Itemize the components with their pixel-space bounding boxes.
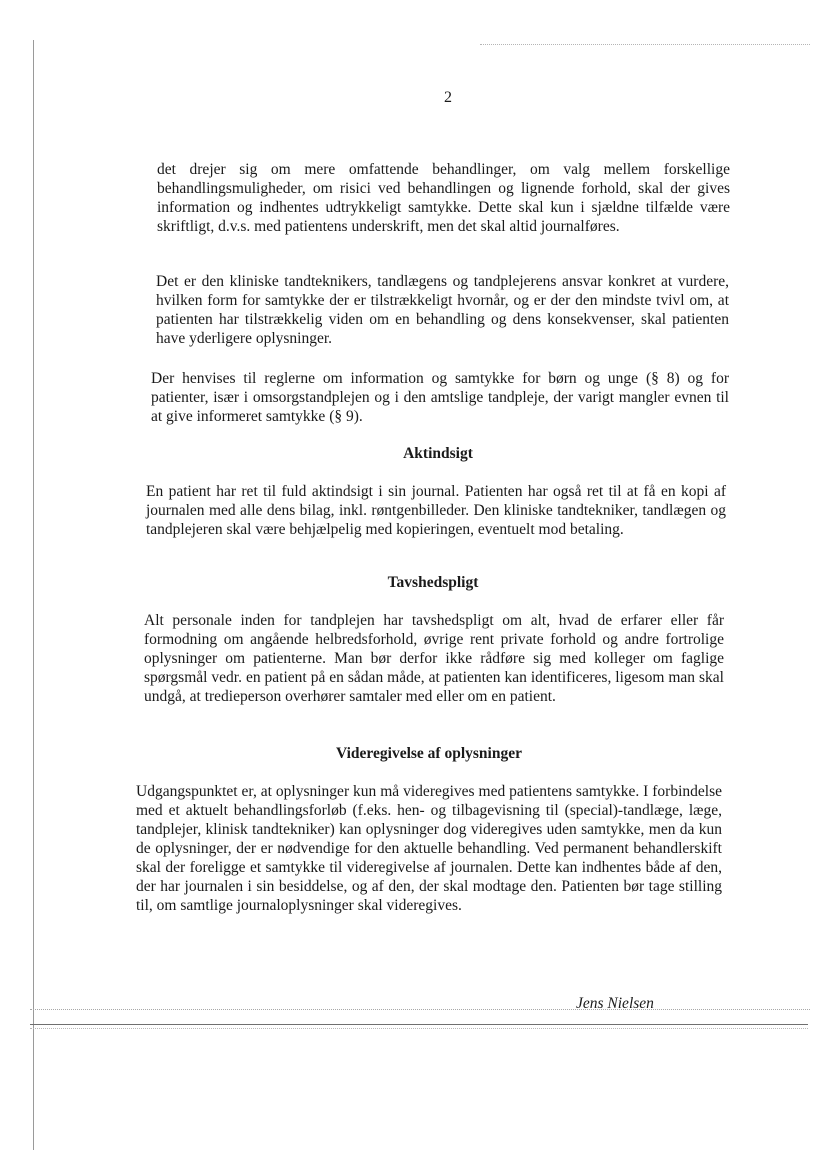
heading-tavshedspligt: Tavshedspligt xyxy=(387,574,479,591)
page-number: 2 xyxy=(444,89,452,106)
paragraph-consent-information: det drejer sig om mere omfattende behandlinger, om valg mellem forskellige behandlingsmuligheder, om risici ved behandlingen og lignende forhold, skal der gives information og indhentes udtrykkeligt samtykke. Dette skal kun i sjældne tilfælde være skriftligt, d.v.s. med patientens underskrift, men det skal altid journalføres. xyxy=(157,161,730,235)
paragraph-consent-references: Der henvises til reglerne om information og samtykke for børn og unge (§ 8) og for patienter, især i omsorgstandplejen og i den amtslige tandpleje, der varigt mangler evnen til at give informeret samtykke (§ 9). xyxy=(151,370,729,425)
paragraph-videregivelse: Udgangspunktet er, at oplysninger kun må videregives med patientens samtykke. I forbindelse med et aktuelt behandlingsforløb (f.eks. hen- og tilbagevisning til (special)-tandlæge, læge, tandplejer, klinisk tandtekniker) kan oplysninger dog videregives uden samtykke, men da kun de oplysninger, der er nødvendige for den aktuelle behandling. Ved permanent behandlerskift skal der foreligge et samtykke til videregivelse af journalen. Dette kan indhentes både af den, der har journalen i sin besiddelse, og af den, der skal modtage den. Patienten bør tage stilling til, om samtlige journaloplysninger skal videregives. xyxy=(136,783,722,914)
heading-videregivelse: Videregivelse af oplysninger xyxy=(336,745,522,762)
paragraph-consent-responsibility: Det er den kliniske tandteknikers, tandlægens og tandplejerens ansvar konkret at vurdere, hvilken form for samtykke der er tilstrækkeligt hvornår, og er der den mindste tvivl om, at patienten har tilstrækkelig viden om en behandling og dens konsekvenser, skal patienten have yderligere oplysninger. xyxy=(156,273,729,347)
heading-aktindsigt: Aktindsigt xyxy=(403,445,473,462)
paragraph-tavshedspligt: Alt personale inden for tandplejen har tavshedspligt om alt, hvad de erfarer eller får formodning om angående helbredsforhold, øvrige rent private forhold og andre fortrolige oplysninger om patienterne. Man bør derfor ikke rådføre sig med kolleger om faglige spørgsmål vedr. en patient på en sådan måde, at patienten kan identificeres, ligesom man skal undgå, at tredieperson overhører samtaler med eller om en patient. xyxy=(144,612,724,705)
footer-rule xyxy=(30,1024,808,1025)
footer-scan-line xyxy=(30,1028,808,1029)
footer-dotted-line xyxy=(30,1009,810,1010)
left-margin-scan-line xyxy=(33,40,34,1150)
author-signature: Jens Nielsen xyxy=(576,995,654,1012)
top-scan-line xyxy=(480,44,810,45)
paragraph-aktindsigt: En patient har ret til fuld aktindsigt i sin journal. Patienten har også ret til at få en kopi af journalen med alle dens bilag, inkl. røntgenbilleder. Den kliniske tandtekniker, tandlægen og tandplejeren skal være behjælpelig med kopieringen, eventuelt mod betaling. xyxy=(146,483,726,538)
